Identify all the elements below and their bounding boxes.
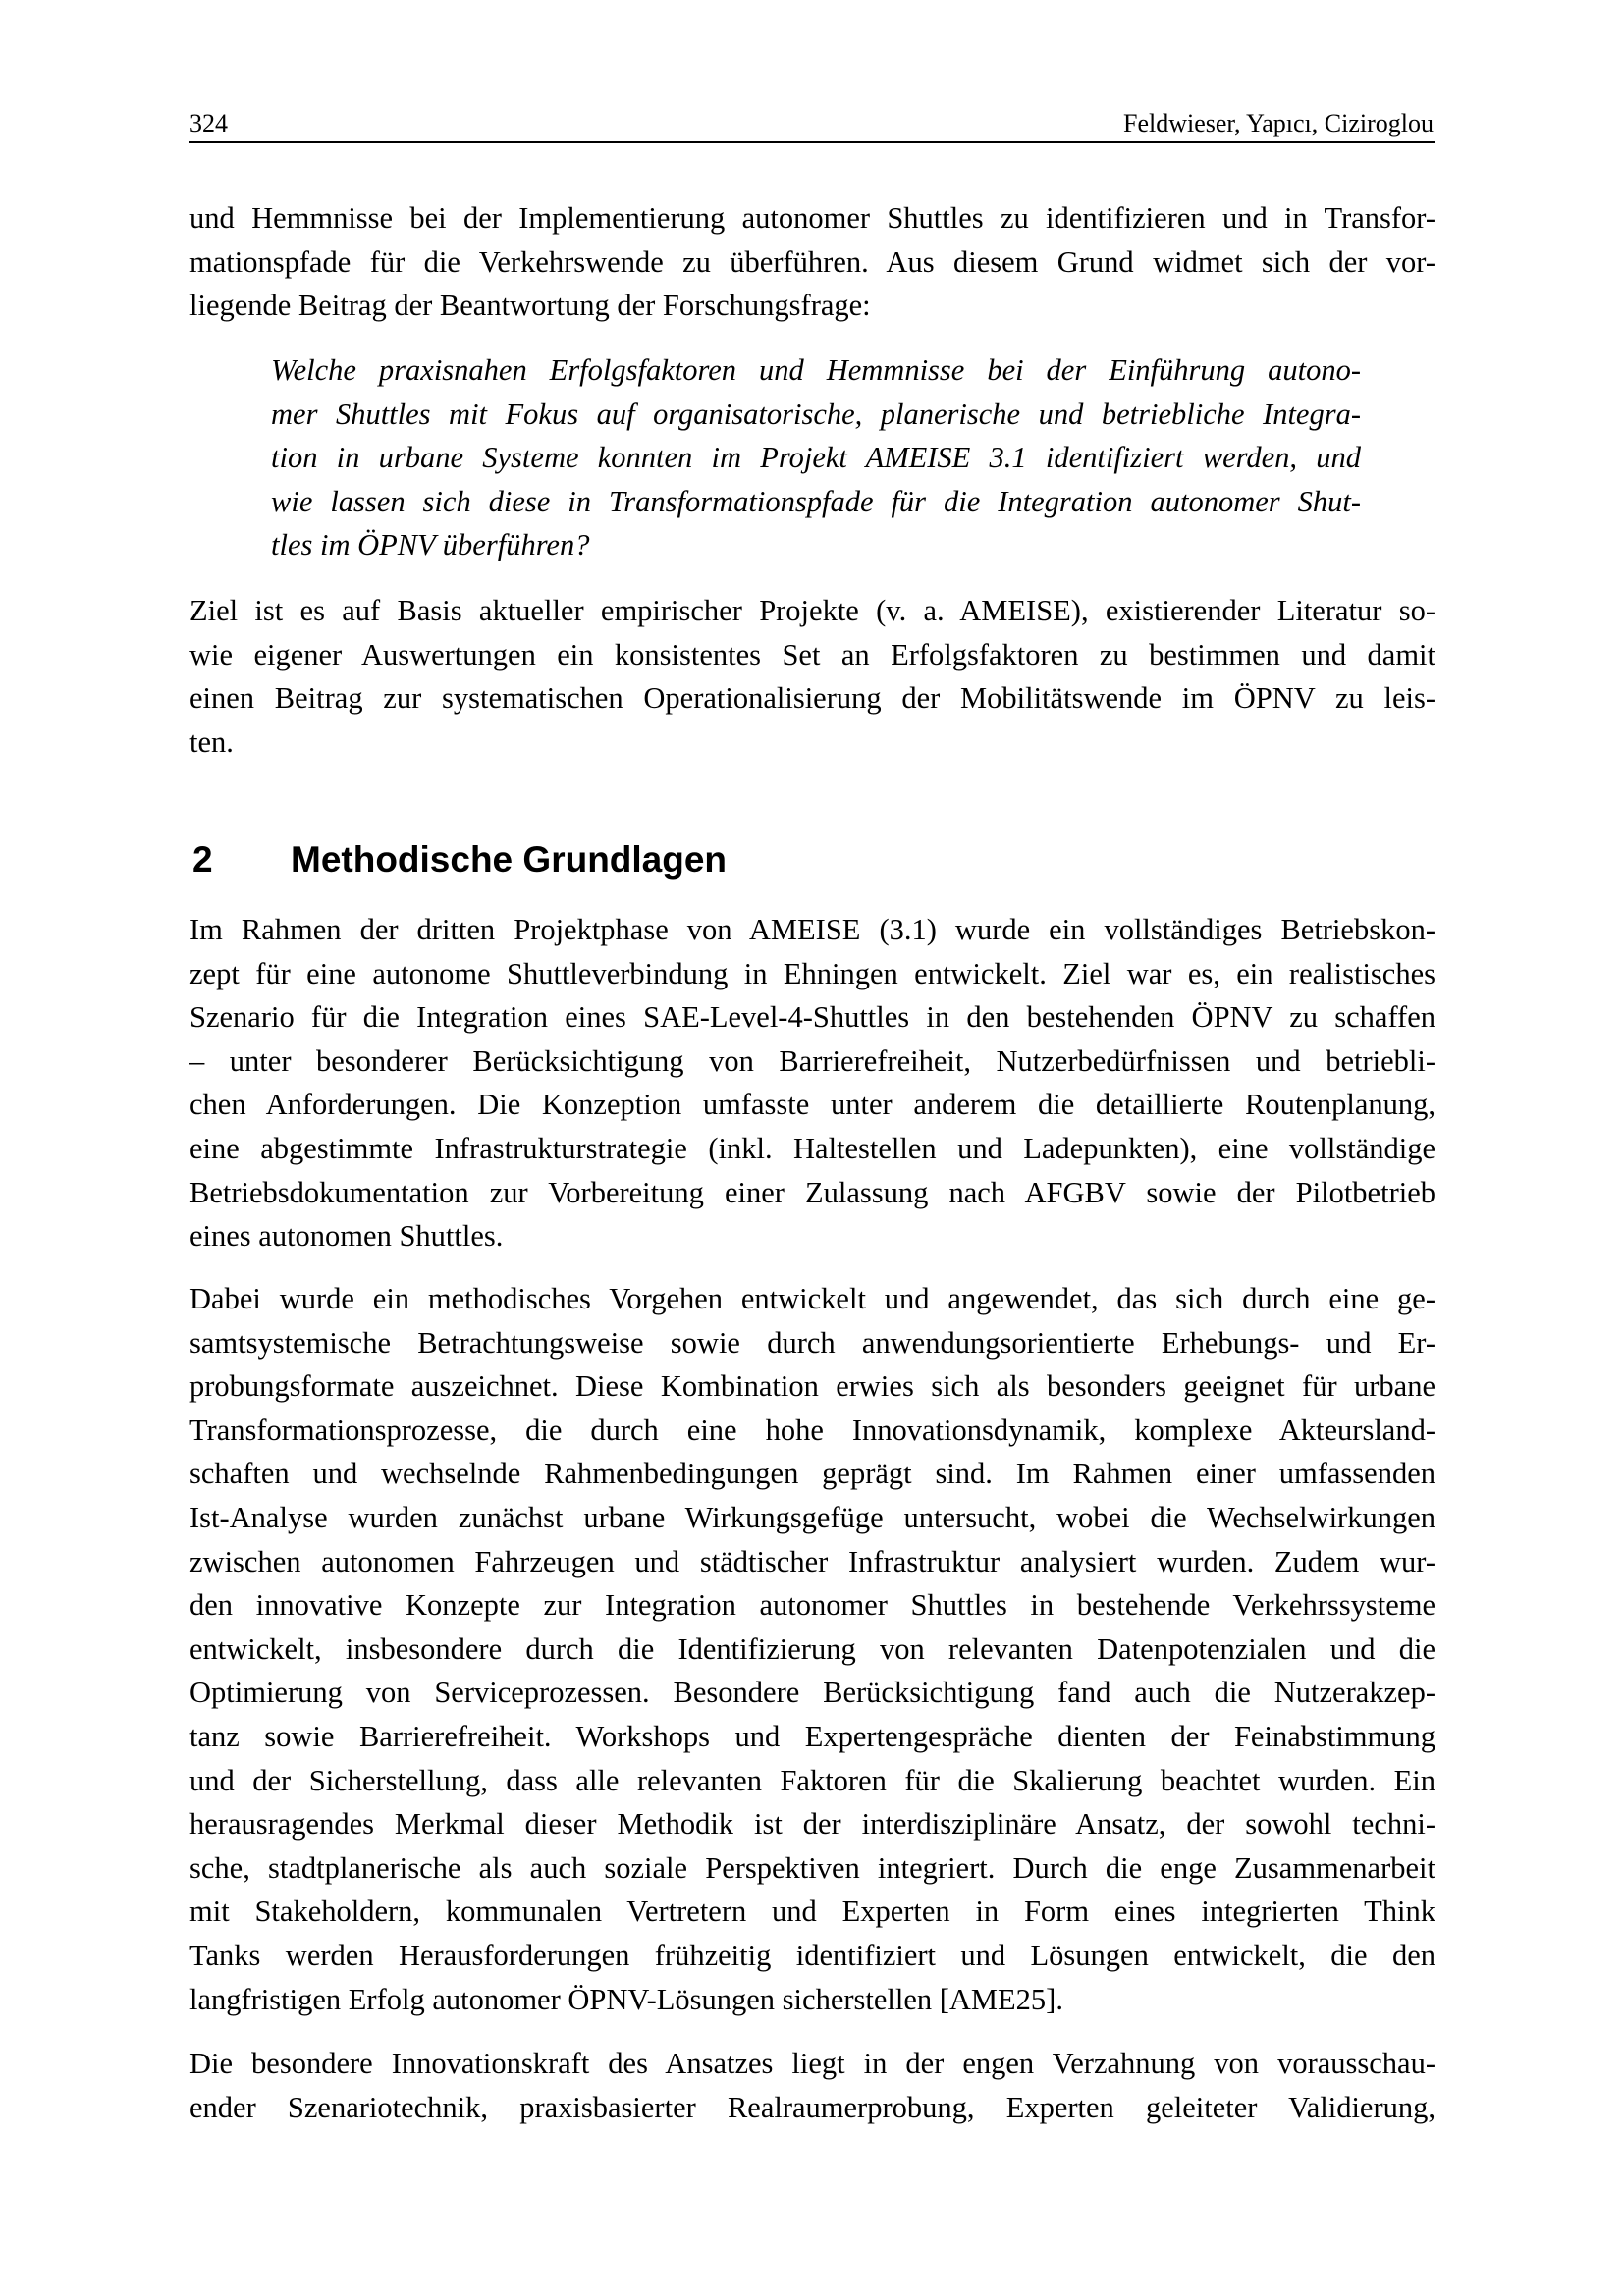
section-number: 2 — [192, 839, 213, 880]
text-line: ten. — [189, 724, 234, 759]
quote-line: wie lassen sich diese in Transformationspfade für die Integration autonomer Shut- — [271, 484, 1361, 518]
text-line: zwischen autonomen Fahrzeugen und städtischer Infrastruktur analysiert wurden. Zudem wur- — [189, 1544, 1435, 1578]
text-line: mationspfade für die Verkehrswende zu überführen. Aus diesem Grund widmet sich der vor- — [189, 244, 1435, 279]
text-line: wie eigener Auswertungen ein konsistentes Set an Erfolgsfaktoren zu bestimmen und damit — [189, 637, 1435, 671]
text-line: Im Rahmen der dritten Projektphase von AMEISE (3.1) wurde ein vollständiges Betriebskon- — [189, 913, 1435, 946]
text-line: Tanks werden Herausforderungen frühzeitig identifiziert und Lösungen entwickelt, die den — [189, 1938, 1435, 1972]
text-line: Ist-Analyse wurden zunächst urbane Wirkungsgefüge untersucht, wobei die Wechselwirkungen — [189, 1500, 1435, 1534]
text-line: liegende Beitrag der Beantwortung der Forschungsfrage: — [189, 289, 871, 323]
intro-paragraph — [189, 196, 1435, 328]
page-number: 324 — [189, 109, 228, 137]
text-line: und der Sicherstellung, dass alle relevanten Faktoren für die Skalierung beachtet wurden. Ein — [189, 1763, 1435, 1797]
text-line: tanz sowie Barrierefreiheit. Workshops und Expertengespräche dienten der Feinabstimmung — [189, 1719, 1435, 1753]
text-line: und Hemmnisse bei der Implementierung autonomer Shuttles zu identifizieren und in Transfor- — [189, 201, 1435, 235]
body-paragraph — [189, 2042, 1435, 2129]
text-line: samtsystemische Betrachtungsweise sowie durch anwendungsorientierte Erhebungs- und Er- — [189, 1325, 1435, 1360]
research-question — [271, 348, 1361, 567]
body-paragraph — [189, 1277, 1435, 2021]
text-line: eine abgestimmte Infrastrukturstrategie (inkl. Haltestellen und Ladepunkten), eine vollständige — [189, 1131, 1435, 1165]
text-line: den innovative Konzepte zur Integration autonomer Shuttles in bestehende Verkehrssysteme — [189, 1588, 1435, 1623]
text-line: zept für eine autonome Shuttleverbindung in Ehningen entwickelt. Ziel war es, ein realistisches — [189, 956, 1435, 990]
goal-paragraph — [189, 589, 1435, 764]
quote-line: Welche praxisnahen Erfolgsfaktoren und Hemmnisse bei der Einführung autono- — [271, 353, 1361, 387]
text-line: eines autonomen Shuttles. — [189, 1219, 504, 1254]
text-line: Szenario für die Integration eines SAE-Level-4-Shuttles in den bestehenden ÖPNV zu schaffen — [189, 1000, 1435, 1035]
text-line: chen Anforderungen. Die Konzeption umfasste unter anderem die detaillierte Routenplanung, — [189, 1088, 1435, 1122]
text-line: sche, stadtplanerische als auch soziale Perspektiven integriert. Durch die enge Zusammenarbeit — [189, 1850, 1435, 1885]
text-line: schaften und wechselnde Rahmenbedingungen geprägt sind. Im Rahmen einer umfassenden — [189, 1457, 1435, 1491]
running-header-authors: Feldwieser, Yapıcı, Ciziroglou — [1123, 109, 1434, 137]
text-line: Transformationsprozesse, die durch eine hohe Innovationsdynamik, komplexe Akteursland- — [189, 1413, 1435, 1447]
text-line: Optimierung von Serviceprozessen. Besondere Berücksichtigung fand auch die Nutzerakzep- — [189, 1676, 1435, 1710]
running-header — [189, 106, 1435, 143]
quote-line: tles im ÖPNV überführen? — [271, 528, 590, 562]
text-line: probungsformate auszeichnet. Diese Kombination erwies sich als besonders geeignet für urbane — [189, 1369, 1435, 1404]
section-heading — [192, 836, 727, 883]
text-line: Die besondere Innovationskraft des Ansatzes liegt in der engen Verzahnung von vorausschau- — [189, 2047, 1435, 2080]
quote-line: tion in urbane Systeme konnten im Projekt AMEISE 3.1 identifiziert werden, und — [271, 441, 1361, 475]
text-line: Ziel ist es auf Basis aktueller empirischer Projekte (v. a. AMEISE), existierender Literatur so- — [189, 594, 1435, 627]
text-line: Dabei wurde ein methodisches Vorgehen entwickelt und angewendet, das sich durch eine ge- — [189, 1282, 1435, 1315]
quote-line: mer Shuttles mit Fokus auf organisatorische, planerische und betriebliche Integra- — [271, 397, 1361, 431]
section-title: Methodische Grundlagen — [291, 839, 728, 880]
text-line: herausragendes Merkmal dieser Methodik ist der interdisziplinäre Ansatz, der sowohl techni- — [189, 1807, 1435, 1842]
text-line: Betriebsdokumentation zur Vorbereitung einer Zulassung nach AFGBV sowie der Pilotbetrieb — [189, 1175, 1435, 1209]
text-line: entwickelt, insbesondere durch die Identifizierung von relevanten Datenpotenzialen und die — [189, 1631, 1435, 1666]
text-line: langfristigen Erfolg autonomer ÖPNV-Lösungen sicherstellen [AME25]. — [189, 1982, 1063, 2016]
body-paragraph — [189, 908, 1435, 1258]
text-line: ender Szenariotechnik, praxisbasierter Realraumerprobung, Experten geleiteter Validierung, — [189, 2090, 1435, 2124]
text-line: einen Beitrag zur systematischen Operationalisierung der Mobilitätswende im ÖPNV zu leis- — [189, 681, 1435, 716]
text-line: mit Stakeholdern, kommunalen Vertretern und Experten in Form eines integrierten Think — [189, 1895, 1435, 1929]
text-line: – unter besonderer Berücksichtigung von Barrierefreiheit, Nutzerbedürfnissen und betriebli- — [189, 1043, 1435, 1078]
